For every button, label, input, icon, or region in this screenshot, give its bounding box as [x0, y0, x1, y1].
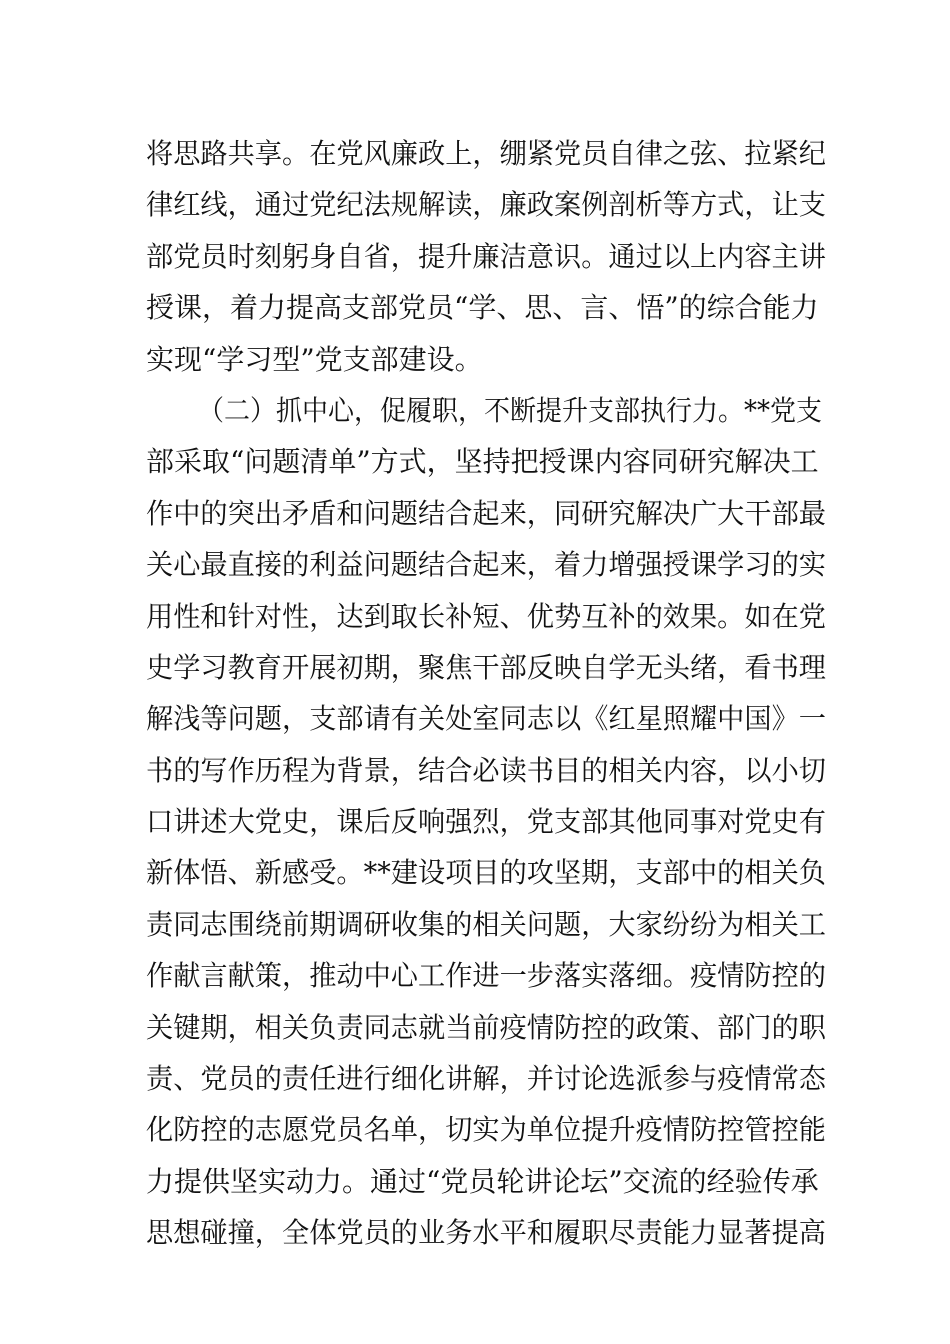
text-line: 关键期，相关负责同志就当前疫情防控的政策、部门的职 [146, 1010, 826, 1044]
text-line: 责同志围绕前期调研收集的相关问题，大家纷纷为相关工 [146, 907, 826, 941]
text-line: 力提供坚实动力。通过“党员轮讲论坛”交流的经验传承 [146, 1164, 819, 1198]
text-line: 新体悟、新感受。**建设项目的攻坚期，支部中的相关负 [146, 856, 826, 890]
text-line: 书的写作历程为背景，结合必读书目的相关内容，以小切 [146, 753, 826, 787]
text-line: 授课，着力提高支部党员“学、思、言、悟”的综合能力 [146, 291, 819, 325]
text-line: 将思路共享。在党风廉政上，绷紧党员自律之弦、拉紧纪 [146, 137, 826, 170]
text-line: 化防控的志愿党员名单，切实为单位提升疫情防控管控能 [146, 1113, 826, 1147]
text-line: 作中的突出矛盾和问题结合起来，同研究解决广大干部最 [146, 496, 826, 530]
text-line: 作献言献策，推动中心工作进一步落实落细。疫情防控的 [146, 959, 826, 993]
paragraph-start-line: （二）抓中心，促履职，不断提升支部执行力。**党支 [197, 393, 822, 427]
text-line: 关心最直接的利益问题结合起来，着力增强授课学习的实 [146, 548, 826, 582]
text-line: 思想碰撞，全体党员的业务水平和履职尽责能力显著提高 [146, 1216, 826, 1250]
text-line: 用性和针对性，达到取长补短、优势互补的效果。如在党 [146, 599, 826, 633]
text-line: 解浅等问题，支部请有关处室同志以《红星照耀中国》一 [146, 702, 826, 736]
text-line: 口讲述大党史，课后反响强烈，党支部其他同事对党史有 [146, 805, 826, 839]
text-line: 责、党员的责任进行细化讲解，并讨论选派参与疫情常态 [146, 1062, 826, 1096]
text-line: 部党员时刻躬身自省，提升廉洁意识。通过以上内容主讲 [146, 239, 826, 273]
text-line: 律红线，通过党纪法规解读，廉政案例剖析等方式，让支 [146, 188, 826, 222]
text-line: 史学习教育开展初期，聚焦干部反映自学无头绪，看书理 [146, 650, 826, 684]
body-text [146, 128, 826, 1259]
text-line: 部采取“问题清单”方式，坚持把授课内容同研究解决工 [146, 445, 819, 479]
text-line: 实现“学习型”党支部建设。 [146, 342, 483, 376]
